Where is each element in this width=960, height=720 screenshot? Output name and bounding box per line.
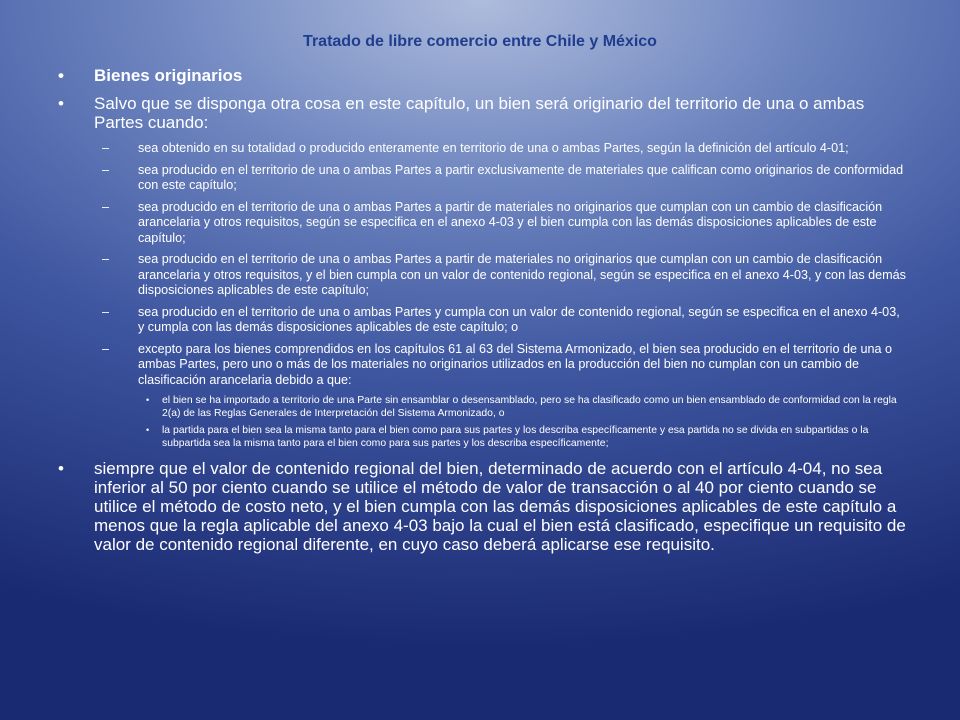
bullet-item [58,94,908,132]
sub-item [58,163,908,194]
sub-sub-item-text: la partida para el bien sea la misma tanto para el bien como para sus partes y los describa específicamente y esa partida no se divida en subpartidas o la subpartida sea la misma tanto para el bien como para sus partes y los describa específicamente; [162,425,869,449]
sub-item-text: sea producido en el territorio de una o ambas Partes a partir exclusivamente de materiales que califican como originarios de conformidad con este capítulo; [138,162,904,192]
bullet-icon: • [146,425,150,435]
sub-sub-item [58,424,908,450]
bullet-text: Salvo que se disponga otra cosa en este capítulo, un bien será originario del territorio de una o ambas Partes cuando: [94,94,865,132]
sub-item-text: sea producido en el territorio de una o ambas Partes y cumpla con un valor de contenido regional, según se especifica en el anexo 4-03, y cumpla con las demás disposiciones aplicables de este capítulo; o [138,304,900,334]
dash-icon: – [102,304,110,319]
dash-icon: – [102,141,110,155]
sub-item [58,141,908,157]
dash-icon: – [102,199,110,214]
slide-title: Tratado de libre comercio entre Chile y México [303,33,657,50]
sub-item-text: excepto para los bienes comprendidos en los capítulos 61 al 63 del Sistema Armonizado, el bien sea producido en el territorio de una o ambas Partes, pero uno o más de los materiales no originarios utilizados en la producción del bien no cumplan con un cambio de clasificación arancelaria debido a que: [138,341,892,387]
bullet-item [58,459,908,554]
bullet-icon: • [58,459,64,478]
sub-item [58,342,908,389]
bullet-icon: • [58,94,64,113]
sub-item [58,305,908,336]
sub-item [58,200,908,247]
dash-icon: – [102,252,110,266]
bullet-text: Bienes originarios [94,66,243,85]
bullet-icon: • [146,395,150,405]
bullet-text: siempre que el valor de contenido regional del bien, determinado de acuerdo con el artículo 4-04, no sea inferior al 50 por ciento cuando se utilice el método de valor de transacción o al 40 por ciento cuando se utilice el método de costo neto, y el bien cumpla con las demás disposiciones aplicables de este capítulo a menos que la regla aplicable del anexo 4-03 bajo la cual el bien está clasificado, especifique un requisito de valor de contenido regional diferente, en cuyo caso deberá aplicarse ese requisito. [94,459,906,554]
slide-content [58,66,908,563]
sub-item-text: sea producido en el territorio de una o ambas Partes a partir de materiales no originarios que cumplan con un cambio de clasificación arancelaria y otros requisitos, y el bien cumpla con un valor de contenido regional, según se especifica en el anexo 4-03, y con las demás disposiciones aplicables de este capítulo; [138,252,906,297]
sub-sub-item-text: el bien se ha importado a territorio de una Parte sin ensamblar o desensamblado, pero se ha clasificado como un bien ensamblado de conformidad con la regla 2(a) de las Reglas Generales de Interpretación del Sistema Armonizado, o [162,395,897,419]
dash-icon: – [102,341,110,356]
bullet-item [58,66,908,85]
sub-item-text: sea obtenido en su totalidad o producido enteramente en territorio de una o ambas Partes, según la definición del artículo 4-01; [138,141,849,155]
bullet-icon: • [58,66,64,85]
sub-sub-item [58,394,908,420]
dash-icon: – [102,162,110,177]
sub-item [58,252,908,299]
sub-item-text: sea producido en el territorio de una o ambas Partes a partir de materiales no originarios que cumplan con un cambio de clasificación arancelaria y otros requisitos, según se especifica en el anexo 4-03 y el bien cumpla con las demás disposiciones aplicables de este capítulo; [138,199,883,245]
